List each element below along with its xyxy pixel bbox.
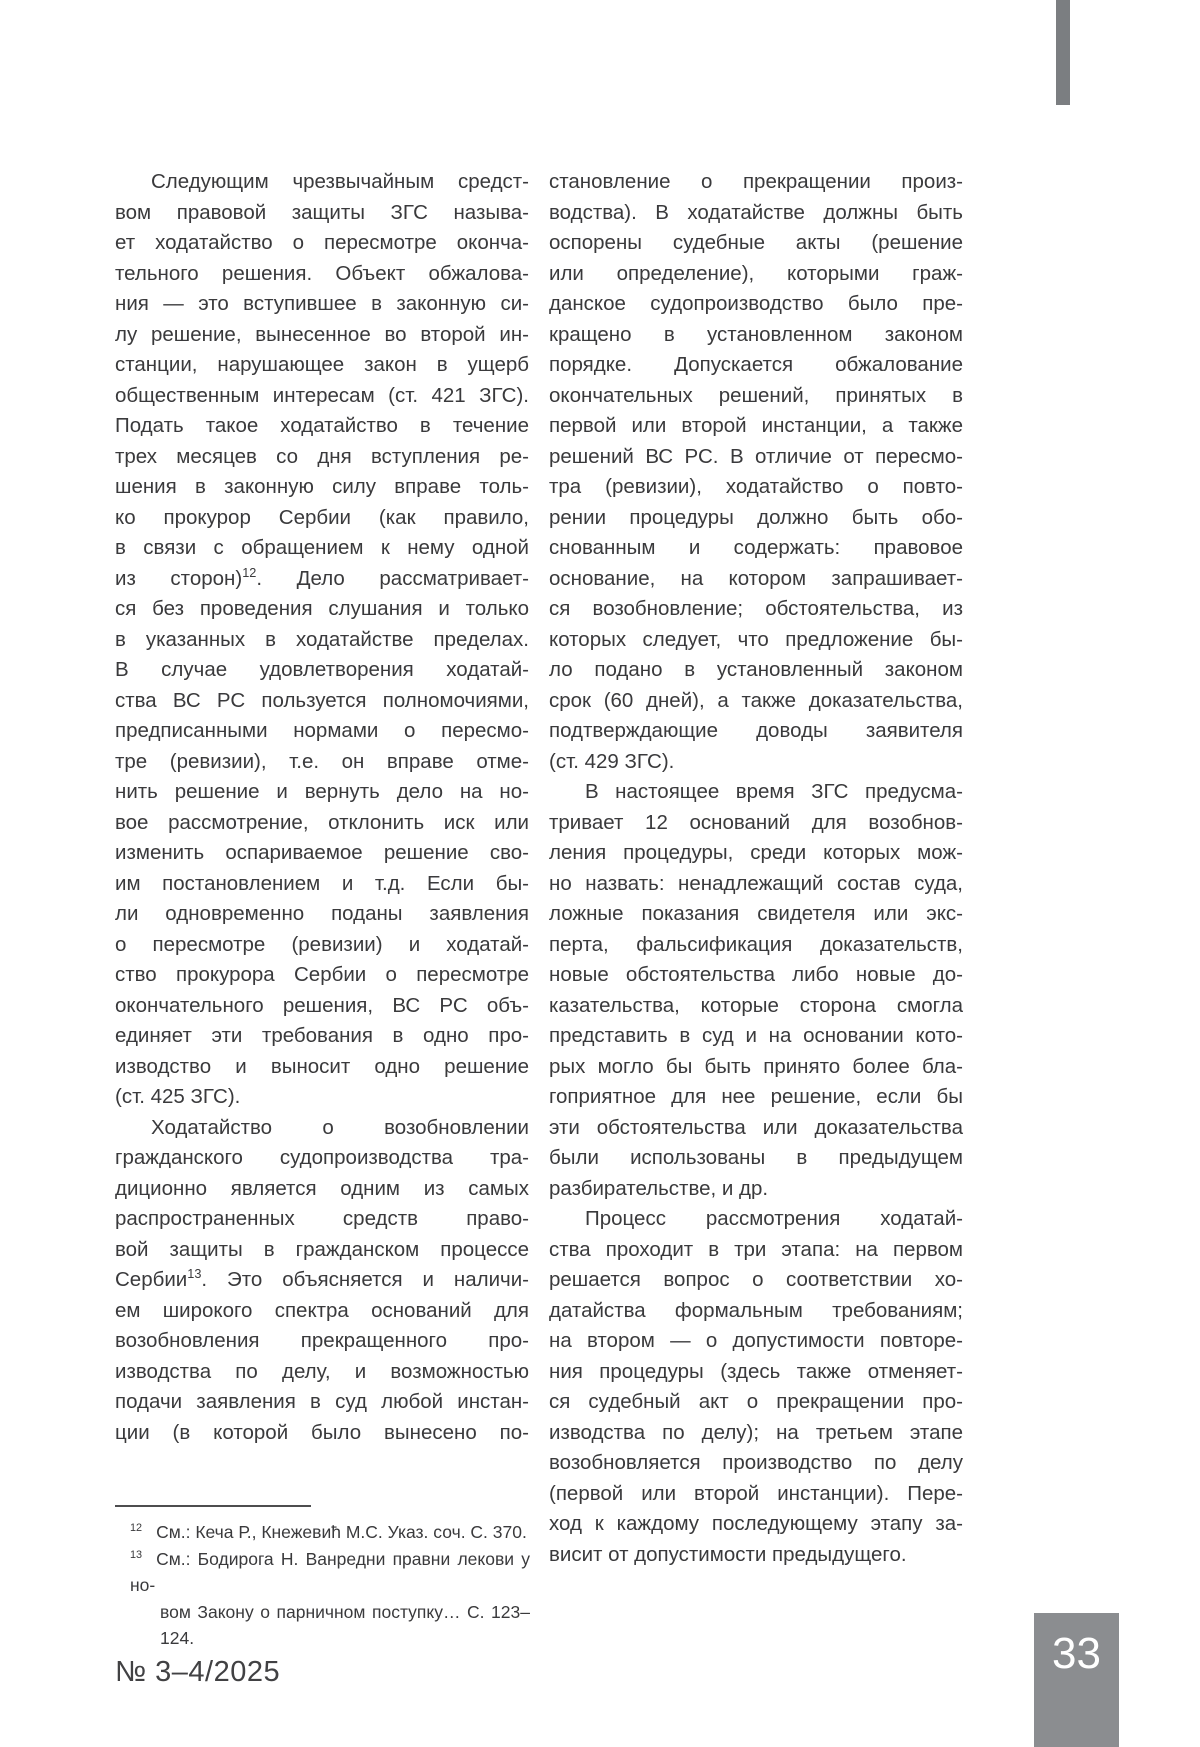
text-line: висит от допустимости предыдущего.: [549, 1542, 907, 1566]
text-line: представить в суд и на основании кото-: [549, 1024, 963, 1047]
text-line: в указанных в ходатайстве пределах.: [115, 627, 529, 651]
text-line: возобновления прекращенного про-: [115, 1329, 529, 1352]
text-line: вом правовой защиты ЗГС называ-: [115, 200, 529, 224]
text-line: Ходатайство о возобновлении: [151, 1115, 529, 1139]
text-line: ство прокурора Сербии о пересмотре: [115, 963, 529, 986]
text-line: рых могло бы быть принято более бла-: [549, 1054, 963, 1078]
text-line: водства). В ходатайстве должны быть: [549, 200, 963, 224]
footnote-reference: 12: [242, 564, 257, 580]
text-line: становление о прекращении произ-: [549, 170, 963, 193]
paragraph: [549, 167, 963, 777]
text-line: срок (60 дней), а также доказательства,: [549, 688, 963, 712]
text-line: вой защиты в гражданском процессе: [115, 1237, 529, 1261]
text-line: гоприятное для нее решение, если бы: [549, 1085, 963, 1108]
text-line: решений ВС РС. В отличие от пересмо-: [549, 444, 963, 468]
text-line: подтверждающие доводы заявителя: [549, 719, 963, 742]
article-body: [115, 167, 963, 1570]
text-line: вое рассмотрение, отклонить иск или: [115, 810, 529, 834]
text-line: ния — это вступившее в законную си-: [115, 292, 529, 315]
footnote-separator-rule: [115, 1505, 311, 1507]
text-line: решается вопрос о соответствии хо-: [549, 1268, 963, 1291]
text-line: Процесс рассмотрения ходатай-: [585, 1207, 963, 1230]
text-line: подачи заявления в суд любой инстан-: [115, 1390, 529, 1413]
footnote-line: $^{12}$ См.: Кеча Р., Кнежевић М.С. Указ. соч. С. 370.: [130, 1522, 527, 1542]
page-number-box: [1034, 1613, 1119, 1747]
paragraph: [549, 1204, 963, 1570]
text-line: возобновляется производство по делу: [549, 1451, 963, 1474]
text-line: ет ходатайство о пересмотре оконча-: [115, 231, 529, 254]
text-line: изводства по делу); на третьем этапе: [549, 1420, 963, 1444]
footnote-marker: 12: [130, 1522, 143, 1535]
text-line: основание, на котором запрашивает-: [549, 566, 963, 590]
text-line: (первой или второй инстанции). Пере-: [549, 1481, 963, 1505]
text-line: предписанными нормами о пересмо-: [115, 719, 529, 742]
text-line: оспорены судебные акты (решение: [549, 231, 963, 254]
text-line: изводство и выносит одно решение: [115, 1054, 529, 1078]
text-line: тривает 12 оснований для возобнов-: [549, 810, 963, 834]
text-line: окончательных решений, принятых в: [549, 383, 963, 407]
text-line: им постановлением и т.д. Если бы-: [115, 871, 529, 895]
text-line: трех месяцев со дня вступления ре-: [115, 444, 529, 468]
text-line: тре (ревизии), т.е. он вправе отме-: [115, 749, 529, 773]
text-line: распространенных средств право-: [115, 1207, 529, 1230]
text-line: гражданского судопроизводства тра-: [115, 1146, 529, 1169]
text-line: эти обстоятельства или доказательства: [549, 1115, 963, 1139]
top-right-corner-bar: [1056, 0, 1070, 105]
text-column-left: [115, 167, 529, 1570]
text-line: изводства по делу, и возможностью: [115, 1359, 529, 1383]
text-line: ся возобновление; обстоятельства, из: [549, 597, 963, 620]
text-line: казательства, которые сторона смогла: [549, 993, 963, 1017]
footnote-marker: 13: [130, 1548, 143, 1561]
text-line: или определение), которыми граж-: [549, 261, 963, 285]
footnote-line: вом Закону о парничном поступку… С. 123–124.: [160, 1601, 530, 1648]
text-line: ли одновременно поданы заявления: [115, 902, 529, 925]
paragraph: [115, 1113, 529, 1449]
footnote-line: $^{13}$ См.: Бодирога Н. Ванредни правни лекови у но-: [130, 1548, 530, 1595]
text-line: были использованы в предыдущем: [549, 1146, 963, 1169]
text-line: Следующим чрезвычайным средст-: [151, 170, 529, 193]
journal-issue-footer: № 3–4/2025: [115, 1656, 281, 1688]
text-line: датайства формальным требованиям;: [549, 1298, 963, 1322]
text-line: разбирательстве, и др.: [549, 1176, 769, 1200]
text-line: (ст. 425 ЗГС).: [115, 1085, 241, 1108]
text-line: ся судебный акт о прекращении про-: [549, 1390, 963, 1413]
text-line: тельного решения. Объект обжалова-: [115, 261, 529, 285]
text-line: нить решение и вернуть дело на но-: [115, 780, 529, 803]
text-line: ции (в которой было вынесено по-: [115, 1420, 529, 1444]
footnote-reference: 13: [187, 1266, 202, 1282]
text-line: окончательного решения, ВС РС объ-: [115, 993, 529, 1017]
text-line: ства проходит в три этапа: на первом: [549, 1237, 963, 1261]
text-line: перта, фальсификация доказательств,: [549, 932, 963, 956]
paragraph: [115, 167, 529, 1113]
text-line: которых следует, что предложение бы-: [549, 627, 963, 651]
text-column-right: [549, 167, 963, 1570]
text-line: но назвать: ненадлежащий состав суда,: [549, 871, 963, 895]
text-line: ход к каждому последующему этапу за-: [549, 1512, 963, 1535]
text-line: о пересмотре (ревизии) и ходатай-: [115, 932, 529, 956]
text-line: ся без проведения слушания и только: [115, 597, 529, 620]
text-line: ния процедуры (здесь также отменяет-: [549, 1359, 963, 1383]
page-number: 33: [1052, 1629, 1101, 1678]
text-line: на втором — о допустимости повторе-: [549, 1329, 963, 1352]
text-line: новые обстоятельства либо новые до-: [549, 963, 963, 986]
text-line: (ст. 429 ЗГС).: [549, 749, 675, 773]
text-line: Сербии$^{13}$. Это объясняется и наличи-: [115, 1266, 529, 1291]
text-line: данское судопроизводство было пре-: [549, 292, 963, 315]
text-line: В случае удовлетворения ходатай-: [115, 658, 529, 681]
text-line: первой или второй инстанции, а также: [549, 414, 963, 437]
text-line: ления процедуры, среди которых мож-: [549, 841, 963, 864]
text-line: В настоящее время ЗГС предусма-: [585, 780, 963, 803]
text-line: единяет эти требования в одно про-: [115, 1024, 529, 1047]
text-line: лу решение, вынесенное во второй ин-: [115, 322, 529, 346]
text-line: рении процедуры должно быть обо-: [549, 505, 963, 529]
text-line: кращено в установленном законом: [549, 322, 963, 346]
text-line: ем широкого спектра оснований для: [115, 1298, 529, 1322]
text-line: ложные показания свидетеля или экс-: [549, 902, 963, 925]
footnotes-block: [115, 1505, 530, 1652]
text-line: шения в законную силу вправе толь-: [115, 475, 529, 498]
text-line: общественным интересам (ст. 421 ЗГС).: [115, 383, 529, 407]
text-line: порядке. Допускается обжалование: [549, 353, 963, 376]
text-line: тра (ревизии), ходатайство о повто-: [549, 475, 963, 498]
text-line: в связи с обращением к нему одной: [115, 536, 529, 559]
text-line: ко прокурор Сербии (как правило,: [115, 505, 529, 529]
text-line: изменить оспариваемое решение сво-: [115, 841, 529, 864]
paragraph: [549, 777, 963, 1204]
text-line: Подать такое ходатайство в течение: [115, 414, 529, 437]
text-line: ства ВС РС пользуется полномочиями,: [115, 688, 529, 712]
text-line: станции, нарушающее закон в ущерб: [115, 353, 529, 376]
text-line: из сторон)$^{12}$. Дело рассматривает-: [115, 564, 529, 590]
text-line: ло подано в установленный законом: [549, 658, 963, 681]
text-line: диционно является одним из самых: [115, 1176, 529, 1200]
text-line: снованным и содержать: правовое: [549, 536, 963, 559]
